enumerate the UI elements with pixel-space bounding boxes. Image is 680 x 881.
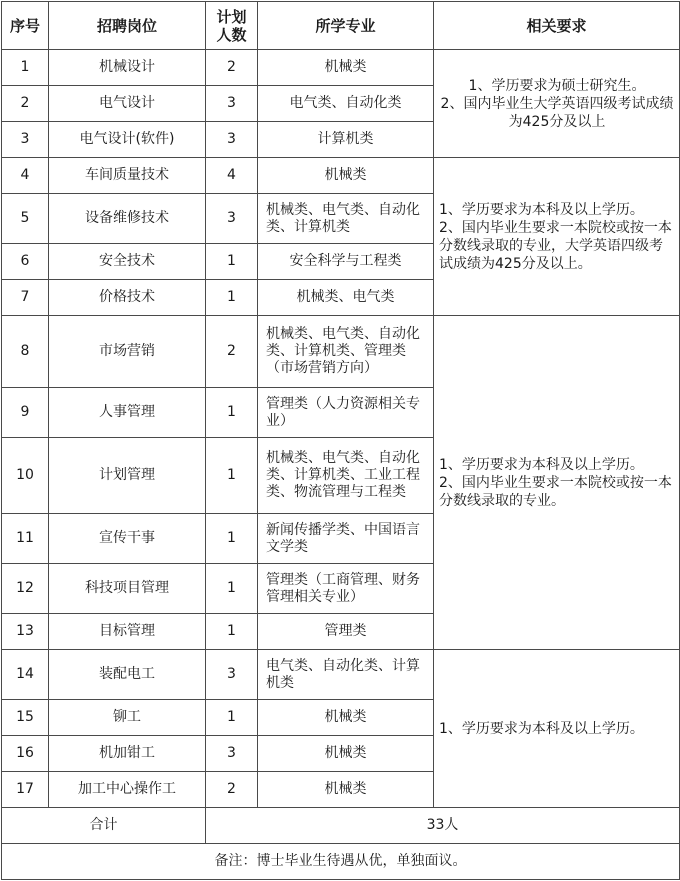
- requirements-group-3: [434, 316, 680, 650]
- table-row: [2, 50, 680, 86]
- cell-count: 2: [206, 316, 258, 388]
- req-group1-line1: 1、学历要求为硕士研究生。: [468, 77, 646, 94]
- cell-position: 人事管理: [49, 388, 206, 438]
- cell-position: 目标管理: [49, 614, 206, 650]
- cell-major: 机械类: [258, 50, 434, 86]
- cell-position: 电气设计: [49, 86, 206, 122]
- cell-position: 科技项目管理: [49, 564, 206, 614]
- cell-major: 新闻传播学类、中国语言文学类: [258, 514, 434, 564]
- cell-seq: 10: [2, 438, 49, 514]
- cell-count: 3: [206, 194, 258, 244]
- req-group1-line2: 2、国内毕业生大学英语四级考试成绩为425分及以上: [440, 95, 674, 130]
- cell-major: 管理类: [258, 614, 434, 650]
- cell-seq: 13: [2, 614, 49, 650]
- requirements-group-1: [434, 50, 680, 158]
- cell-count: 1: [206, 388, 258, 438]
- cell-position: 宣传干事: [49, 514, 206, 564]
- footnote: 备注：博士毕业生待遇从优，单独面议。: [2, 844, 680, 880]
- cell-seq: 14: [2, 650, 49, 700]
- header-requirements: 相关要求: [434, 2, 680, 50]
- total-value: 33人: [206, 808, 680, 844]
- header-major: 所学专业: [258, 2, 434, 50]
- cell-count: 1: [206, 244, 258, 280]
- cell-major: 电气类、自动化类: [258, 86, 434, 122]
- header-plan-count: [206, 2, 258, 50]
- requirements-group-2: [434, 158, 680, 316]
- req-group3-line1: 1、学历要求为本科及以上学历。: [439, 456, 644, 473]
- cell-position: 铆工: [49, 700, 206, 736]
- cell-count: 3: [206, 650, 258, 700]
- cell-major: 电气类、自动化类、计算机类: [258, 650, 434, 700]
- cell-count: 2: [206, 50, 258, 86]
- cell-major: 计算机类: [258, 122, 434, 158]
- cell-seq: 8: [2, 316, 49, 388]
- cell-major: 机械类: [258, 700, 434, 736]
- cell-seq: 16: [2, 736, 49, 772]
- header-row: [2, 2, 680, 50]
- cell-position: 市场营销: [49, 316, 206, 388]
- cell-count: 2: [206, 772, 258, 808]
- note-row: [2, 844, 680, 880]
- cell-count: 1: [206, 280, 258, 316]
- cell-major: 安全科学与工程类: [258, 244, 434, 280]
- cell-seq: 7: [2, 280, 49, 316]
- table-row: [2, 158, 680, 194]
- header-position: 招聘岗位: [49, 2, 206, 50]
- cell-count: 1: [206, 700, 258, 736]
- cell-seq: 9: [2, 388, 49, 438]
- cell-position: 安全技术: [49, 244, 206, 280]
- total-label: 合计: [2, 808, 206, 844]
- cell-position: 价格技术: [49, 280, 206, 316]
- cell-seq: 5: [2, 194, 49, 244]
- cell-seq: 17: [2, 772, 49, 808]
- cell-major: 机械类、电气类: [258, 280, 434, 316]
- cell-major: 机械类、电气类、自动化类、计算机类、工业工程类、物流管理与工程类: [258, 438, 434, 514]
- cell-major: 机械类: [258, 158, 434, 194]
- cell-count: 1: [206, 614, 258, 650]
- cell-seq: 2: [2, 86, 49, 122]
- cell-position: 机加钳工: [49, 736, 206, 772]
- cell-major: 机械类: [258, 736, 434, 772]
- cell-seq: 3: [2, 122, 49, 158]
- cell-position: 装配电工: [49, 650, 206, 700]
- cell-major: 机械类: [258, 772, 434, 808]
- recruitment-table: [1, 1, 680, 880]
- cell-position: 设备维修技术: [49, 194, 206, 244]
- cell-count: 3: [206, 736, 258, 772]
- req-group4-line1: 1、学历要求为本科及以上学历。: [439, 720, 644, 737]
- cell-count: 3: [206, 86, 258, 122]
- req-group2-line1: 1、学历要求为本科及以上学历。: [439, 201, 644, 218]
- cell-count: 1: [206, 564, 258, 614]
- cell-seq: 12: [2, 564, 49, 614]
- req-group3-line2: 2、国内毕业生要求一本院校或按一本分数线录取的专业。: [439, 474, 672, 509]
- table-row: [2, 316, 680, 388]
- cell-count: 1: [206, 438, 258, 514]
- cell-major: 管理类（人力资源相关专业）: [258, 388, 434, 438]
- cell-major: 机械类、电气类、自动化类、计算机类: [258, 194, 434, 244]
- cell-position: 加工中心操作工: [49, 772, 206, 808]
- cell-count: 3: [206, 122, 258, 158]
- cell-position: 计划管理: [49, 438, 206, 514]
- header-plan-line1: 计划: [216, 7, 247, 26]
- table-row: [2, 650, 680, 700]
- requirements-group-4: [434, 650, 680, 808]
- header-seq: 序号: [2, 2, 49, 50]
- cell-seq: 15: [2, 700, 49, 736]
- cell-seq: 6: [2, 244, 49, 280]
- cell-count: 4: [206, 158, 258, 194]
- req-group2-line2: 2、国内毕业生要求一本院校或按一本分数线录取的专业，大学英语四级考试成绩为425分及以上。: [439, 219, 672, 272]
- cell-seq: 4: [2, 158, 49, 194]
- cell-seq: 11: [2, 514, 49, 564]
- cell-position: 电气设计(软件): [49, 122, 206, 158]
- cell-major: 管理类（工商管理、财务管理相关专业）: [258, 564, 434, 614]
- cell-position: 机械设计: [49, 50, 206, 86]
- cell-count: 1: [206, 514, 258, 564]
- cell-seq: 1: [2, 50, 49, 86]
- header-plan-line2: 人数: [216, 25, 247, 44]
- cell-position: 车间质量技术: [49, 158, 206, 194]
- cell-major: 机械类、电气类、自动化类、计算机类、管理类（市场营销方向）: [258, 316, 434, 388]
- total-row: [2, 808, 680, 844]
